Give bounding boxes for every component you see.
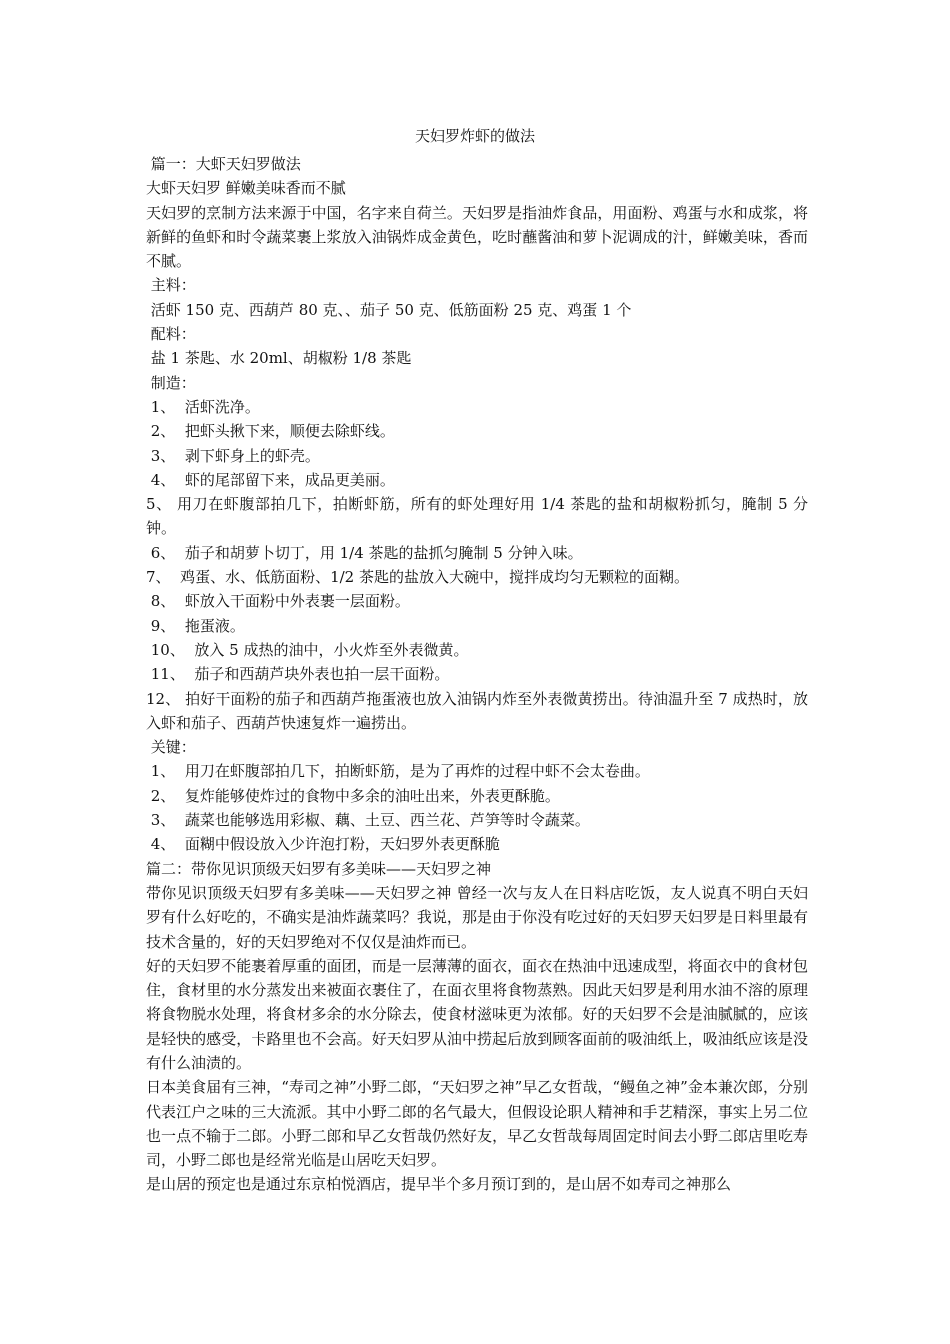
body-paragraph: 是山居的预定也是通过东京柏悦酒店，提早半个多月预订到的，是山居不如寿司之神那么 bbox=[146, 1175, 732, 1194]
step-item: 12、 拍好干面粉的茄子和西葫芦拖蛋液也放入油锅内炸至外表微黄捞出。待油温升至 7 成热时，放入虾和茄子、西葫芦快速复炸一遍捞出。 bbox=[146, 689, 808, 732]
main-ingredients-label: 主料： bbox=[146, 276, 196, 295]
step-item: 7、 鸡蛋、水、低筋面粉、1/2 茶匙的盐放入大碗中，搅拌成均匀无颗粒的面糊。 bbox=[146, 568, 689, 587]
step-item: 5、 用刀在虾腹部拍几下，拍断虾筋，所有的虾处理好用 1/4 茶匙的盐和胡椒粉抓匀，腌制 5 分钟。 bbox=[146, 495, 808, 538]
aux-ingredients-label: 配料： bbox=[146, 325, 196, 344]
keys-label: 关键： bbox=[146, 738, 196, 757]
subtitle: 大虾天妇罗 鲜嫩美味香而不腻 bbox=[146, 179, 346, 198]
body-paragraph: 日本美食届有三神，“寿司之神”小野二郎，“天妇罗之神”早乙女哲哉，“鳗鱼之神”金本兼次郎，分别代表江户之味的三大流派。其中小野二郎的名气最大，但假设论职人精神和手艺精深，事实上另二位也一点不输于二郎。小野二郎和早乙女哲哉仍然好友，早乙女哲哉每周固定时间去小野二郎店里吃寿司，小野二郎也是经常光临是山居吃天妇罗。 bbox=[146, 1078, 808, 1170]
step-item: 9、 拖蛋液。 bbox=[146, 616, 245, 635]
document-title: 天妇罗炸虾的做法 bbox=[414, 127, 535, 145]
document-body bbox=[146, 152, 808, 1197]
steps-label: 制造： bbox=[146, 373, 196, 392]
step-item: 4、 虾的尾部留下来，成品更美丽。 bbox=[146, 470, 395, 489]
key-item: 3、 蔬菜也能够选用彩椒、藕、土豆、西兰花、芦笋等时令蔬菜。 bbox=[146, 811, 590, 830]
key-item: 1、 用刀在虾腹部拍几下，拍断虾筋，是为了再炸的过程中虾不会太卷曲。 bbox=[146, 762, 650, 781]
section-heading: 篇一：大虾天妇罗做法 bbox=[146, 155, 301, 173]
step-item: 3、 剥下虾身上的虾壳。 bbox=[146, 446, 320, 465]
step-item: 11、 茄子和西葫芦块外表也拍一层干面粉。 bbox=[146, 665, 450, 684]
key-item: 2、 复炸能够使炸过的食物中多余的油吐出来，外表更酥脆。 bbox=[146, 786, 560, 805]
step-item: 10、 放入 5 成热的油中，小火炸至外表微黄。 bbox=[146, 640, 469, 659]
body-paragraph: 带你见识顶级天妇罗有多美味——天妇罗之神 曾经一次与友人在日料店吃饭，友人说真不明白天妇罗有什么好吃的，不确实是油炸蔬菜吗？我说，那是由于你没有吃过好的天妇罗天妇罗是日料里最有技术含量的，好的天妇罗绝对不仅仅是油炸而已。 bbox=[146, 883, 808, 951]
step-item: 6、 茄子和胡萝卜切丁，用 1/4 茶匙的盐抓匀腌制 5 分钟入味。 bbox=[146, 543, 583, 562]
aux-ingredients: 盐 1 茶匙、水 20ml、胡椒粉 1/8 茶匙 bbox=[146, 349, 412, 368]
section-heading: 篇二：带你见识顶级天妇罗有多美味——天妇罗之神 bbox=[146, 859, 492, 878]
key-item: 4、 面糊中假设放入少许泡打粉，天妇罗外表更酥脆 bbox=[146, 835, 500, 854]
step-item: 1、 活虾洗净。 bbox=[146, 397, 260, 416]
step-item: 8、 虾放入干面粉中外表裹一层面粉。 bbox=[146, 592, 410, 611]
step-item: 2、 把虾头揪下来，顺便去除虾线。 bbox=[146, 422, 395, 441]
intro-paragraph: 天妇罗的烹制方法来源于中国，名字来自荷兰。天妇罗是指油炸食品，用面粉、鸡蛋与水和成浆，将新鲜的鱼虾和时令蔬菜裹上浆放入油锅炸成金黄色，吃时蘸酱油和萝卜泥调成的汁，鲜嫩美味，香而不腻。 bbox=[146, 203, 808, 271]
main-ingredients: 活虾 150 克、西葫芦 80 克、、茄子 50 克、低筋面粉 25 克、鸡蛋 1 个 bbox=[146, 300, 632, 319]
body-paragraph: 好的天妇罗不能裹着厚重的面团，而是一层薄薄的面衣，面衣在热油中迅速成型，将面衣中的食材包住，食材里的水分蒸发出来被面衣裹住了，在面衣里将食物蒸熟。因此天妇罗是利用水油不溶的原理将食物脱水处理，将食材多余的水分除去，使食材滋味更为浓郁。好的天妇罗不会是油腻腻的，应该是轻快的感受，卡路里也不会高。好天妇罗从油中捞起后放到顾客面前的吸油纸上，吸油纸应该是没有什么油渍的。 bbox=[146, 956, 808, 1072]
